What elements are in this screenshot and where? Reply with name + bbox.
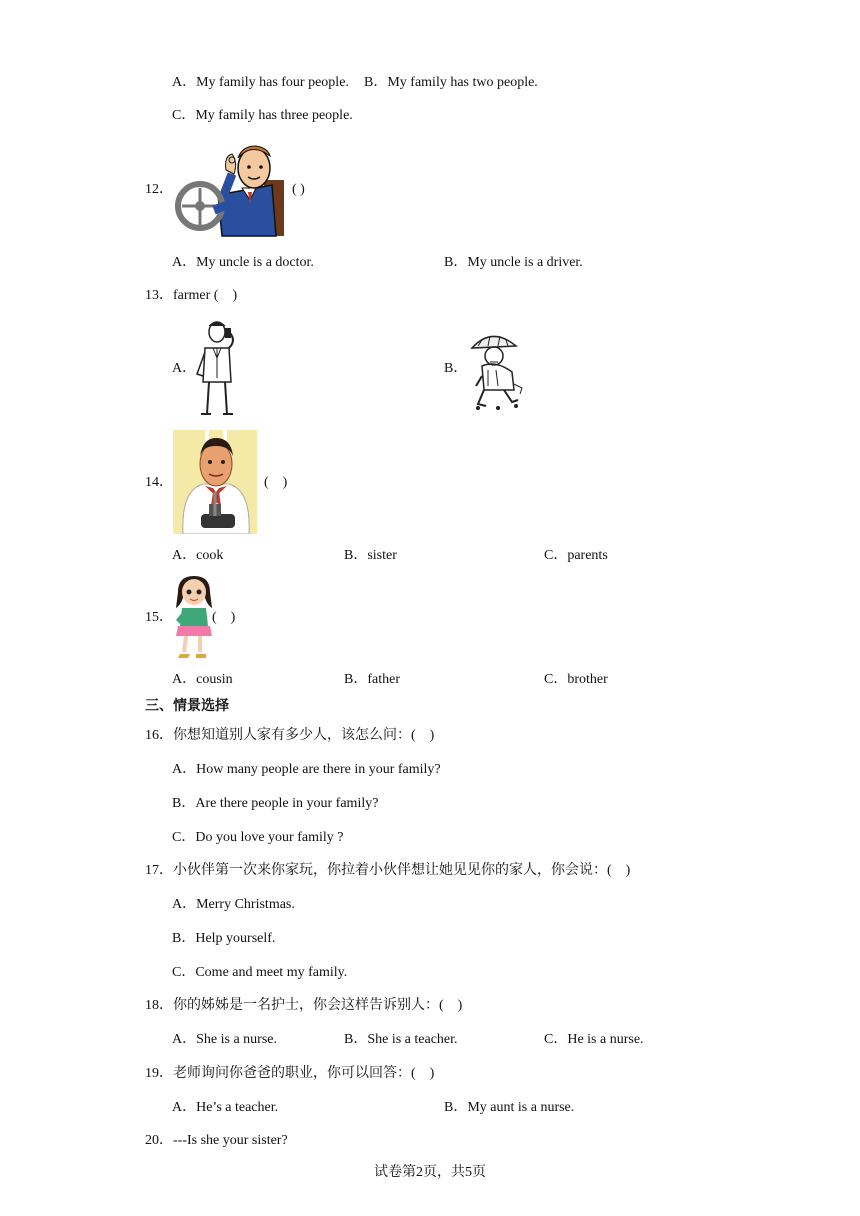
q11-option-b: B．My family has two people. bbox=[364, 75, 538, 90]
q15-answer-blank: ( ) bbox=[212, 610, 236, 625]
q17-option-c: C．Come and meet my family. bbox=[172, 965, 348, 980]
q19-stem: 19．老师询问你爸爸的职业，你可以回答：( ) bbox=[145, 1066, 435, 1081]
man-on-phone-icon bbox=[195, 318, 245, 418]
q11-option-c: C．My family has three people. bbox=[172, 108, 353, 123]
q13-stem: 13．farmer ( ) bbox=[145, 288, 238, 303]
q16-stem: 16．你想知道别人家有多少人，该怎么问：( ) bbox=[145, 728, 435, 743]
q16-option-c: C．Do you love your family ? bbox=[172, 830, 344, 845]
q16-option-b: B．Are there people in your family? bbox=[172, 796, 379, 811]
q14-option-b: B．sister bbox=[344, 548, 397, 563]
q17-option-b: B．Help yourself. bbox=[172, 931, 276, 946]
q12-answer-blank: ( ) bbox=[292, 182, 305, 197]
q18-option-c: C．He is a nurse. bbox=[544, 1032, 644, 1047]
q14-option-a: A．cook bbox=[172, 548, 224, 563]
section-3-title: 三、情景选择 bbox=[145, 699, 229, 714]
q12-number: 12． bbox=[145, 182, 173, 197]
q15-option-b: B．father bbox=[344, 672, 400, 687]
page-footer: 试卷第2页，共5页 bbox=[374, 1165, 486, 1180]
q18-stem: 18．你的姊姊是一名护士，你会这样告诉别人：( ) bbox=[145, 998, 463, 1013]
driver-at-steering-wheel-icon bbox=[172, 140, 288, 240]
girl-cartoon-icon bbox=[170, 574, 214, 662]
q12-option-b: B．My uncle is a driver. bbox=[444, 255, 583, 270]
q14-option-c: C．parents bbox=[544, 548, 608, 563]
chef-cooking-icon bbox=[173, 430, 257, 534]
q15-option-a: A．cousin bbox=[172, 672, 233, 687]
farmer-working-icon bbox=[468, 328, 528, 412]
q19-option-b: B．My aunt is a nurse. bbox=[444, 1100, 575, 1115]
q16-option-a: A．How many people are there in your family? bbox=[172, 762, 441, 777]
q17-stem: 17．小伙伴第一次来你家玩，你拉着小伙伴想让她见见你的家人，你会说：( ) bbox=[145, 863, 631, 878]
q12-option-a: A．My uncle is a doctor. bbox=[172, 255, 314, 270]
q17-option-a: A．Merry Christmas. bbox=[172, 897, 295, 912]
q18-option-b: B．She is a teacher. bbox=[344, 1032, 458, 1047]
q18-option-a: A．She is a nurse. bbox=[172, 1032, 277, 1047]
q13-option-b-label: B． bbox=[444, 361, 468, 376]
q11-option-a: A．My family has four people. bbox=[172, 75, 349, 90]
q14-number: 14． bbox=[145, 475, 173, 490]
q20-stem: 20．---Is she your sister? bbox=[145, 1133, 288, 1148]
q14-answer-blank: ( ) bbox=[264, 475, 288, 490]
q15-option-c: C．brother bbox=[544, 672, 608, 687]
q13-option-a-label: A． bbox=[172, 361, 197, 376]
q19-option-a: A．He’s a teacher. bbox=[172, 1100, 279, 1115]
q15-number: 15． bbox=[145, 610, 173, 625]
